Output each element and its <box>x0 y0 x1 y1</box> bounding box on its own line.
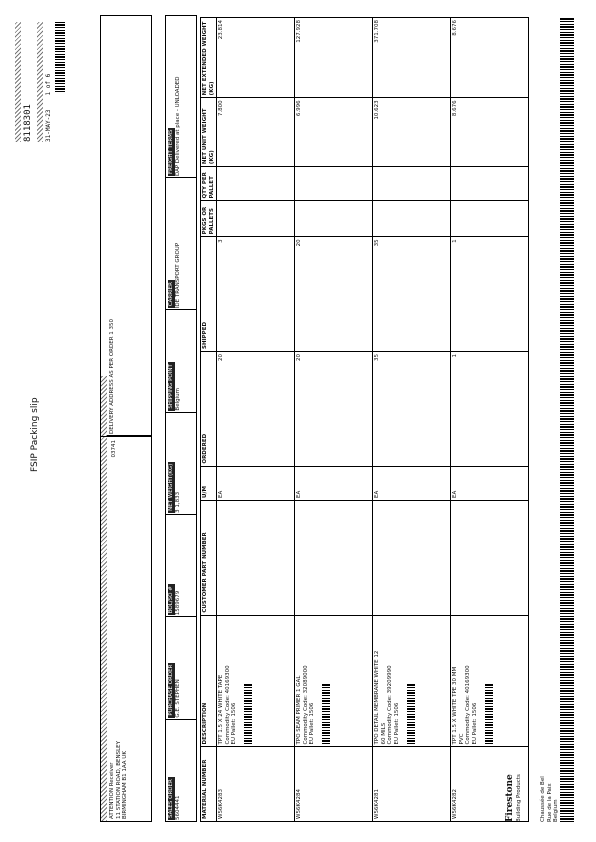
qty-ordered: 1 <box>451 351 529 466</box>
column-header: QTY PER PALLET <box>201 167 217 201</box>
qty-ordered: 20 <box>295 351 373 466</box>
ship-to-line: BIRMINGHAM B1 1AA UK <box>122 751 129 819</box>
material-number: W56K4283 <box>217 747 295 822</box>
table-row <box>373 18 451 822</box>
extended-weight: 8.676 <box>451 18 529 98</box>
freight-terms-cell: FREIGHT TERMS DAP Delivered at place - UNLOADED <box>168 76 181 177</box>
bol-cell: BOL/SO # 1589679 <box>166 514 196 616</box>
items-table <box>200 17 529 822</box>
item-barcode <box>322 684 330 744</box>
material-number: W56K4284 <box>295 747 373 822</box>
delivery-note-header-pattern <box>15 22 21 142</box>
qty-shipped: 3 <box>217 237 295 352</box>
column-header: SHIPPED <box>201 237 217 352</box>
unit-weight: 7.800 <box>217 98 295 167</box>
purchase-order-cell: PURCHASE ORDER G.E. STEPHEN <box>166 616 196 718</box>
material-number: W56K4282 <box>451 747 529 822</box>
delivery-note-number: 8118301 <box>23 104 33 142</box>
sales-order-cell: SALES ORDER 5604441 <box>166 719 196 821</box>
column-header: DESCRIPTION <box>201 615 217 747</box>
shipping-point-cell: SHIPPING POINT Belgium <box>166 309 196 411</box>
company-logo: Firestone <box>505 774 515 822</box>
item-description: TPT 1.5 X WHITE TPE 30 MM PVC Commodity Code: 40169300 EU Pallet: 1506 <box>451 615 529 747</box>
ship-to-line: 11 STATION ROAD, BENSLEY <box>115 741 122 819</box>
extended-weight: 371.708 <box>373 18 451 98</box>
company-tagline: Building Products <box>515 774 522 822</box>
document-title: FSIP Packing slip <box>30 397 40 472</box>
table-row <box>451 18 529 822</box>
item-barcode <box>244 684 252 744</box>
remarks-text: DELIVERY ADDRESS AS PER ORDER 1 350 <box>109 318 115 434</box>
column-header: MATERIAL NUMBER <box>201 747 217 822</box>
unit-weight: 8.676 <box>451 98 529 167</box>
page-indicator: 1 of 6 <box>44 73 52 96</box>
column-header: U/M <box>201 466 217 500</box>
delivery-date: 31-MAY-23 <box>44 109 52 142</box>
item-barcode <box>407 684 415 744</box>
delivery-barcode <box>55 22 65 92</box>
unit-weight: 6.996 <box>295 98 373 167</box>
qty-shipped: 35 <box>373 237 451 352</box>
item-barcode <box>485 684 493 744</box>
item-description: TPT 1.5 X 24 WHITE TAPE Commodity Code: 40169300 EU Pallet: 1506 <box>217 615 295 747</box>
company-address: Chaussée de Bel Rue de la Paix Belgium <box>540 776 560 822</box>
unit-of-measure: EA <box>451 466 529 500</box>
column-header: NET EXTENDED WEIGHT (KG) <box>201 18 217 98</box>
column-header: CUSTOMER PART NUMBER <box>201 501 217 616</box>
qty-ordered: 35 <box>373 351 451 466</box>
table-row <box>295 18 373 822</box>
footer-barcode <box>560 17 574 822</box>
qty-ordered: 20 <box>217 351 295 466</box>
unit-of-measure: EA <box>217 466 295 500</box>
table-header-row <box>201 18 217 822</box>
item-description: TPO SEAM PRIMER 1 GAL Commodity Code: 32089000 EU Pallet: 1506 <box>295 615 373 747</box>
material-number: W56K4281 <box>373 747 451 822</box>
qty-shipped: 1 <box>451 237 529 352</box>
date-header-pattern <box>37 22 43 142</box>
unit-of-measure: EA <box>373 466 451 500</box>
column-header: NET UNIT WEIGHT (KG) <box>201 98 217 167</box>
ship-to-box <box>100 435 152 822</box>
column-header: ORDERED <box>201 351 217 466</box>
carrier-cell: CARRIER IDE TRANSPORT GROUP <box>166 177 196 309</box>
unit-of-measure: EA <box>295 466 373 500</box>
unit-weight: 10.623 <box>373 98 451 167</box>
item-description: TPO DETAIL MEMBRANE WHITE 12 60 MILS Commodity Code: 39209990 EU Pallet: 1506 <box>373 615 451 747</box>
order-info-row <box>165 15 197 822</box>
ship-to-code: 03741 <box>111 440 117 458</box>
table-row <box>217 18 295 822</box>
net-weight-cell: NET WEIGHT(KG) 3 1,833 <box>166 412 196 514</box>
column-header: PKGS OR PALLETS <box>201 201 217 237</box>
extended-weight: 23.814 <box>217 18 295 98</box>
extended-weight: 127.928 <box>295 18 373 98</box>
ship-to-line: ATTENTION Receiver <box>109 762 115 819</box>
remarks-box <box>100 15 152 437</box>
delivery-note-block <box>15 12 90 142</box>
qty-shipped: 20 <box>295 237 373 352</box>
